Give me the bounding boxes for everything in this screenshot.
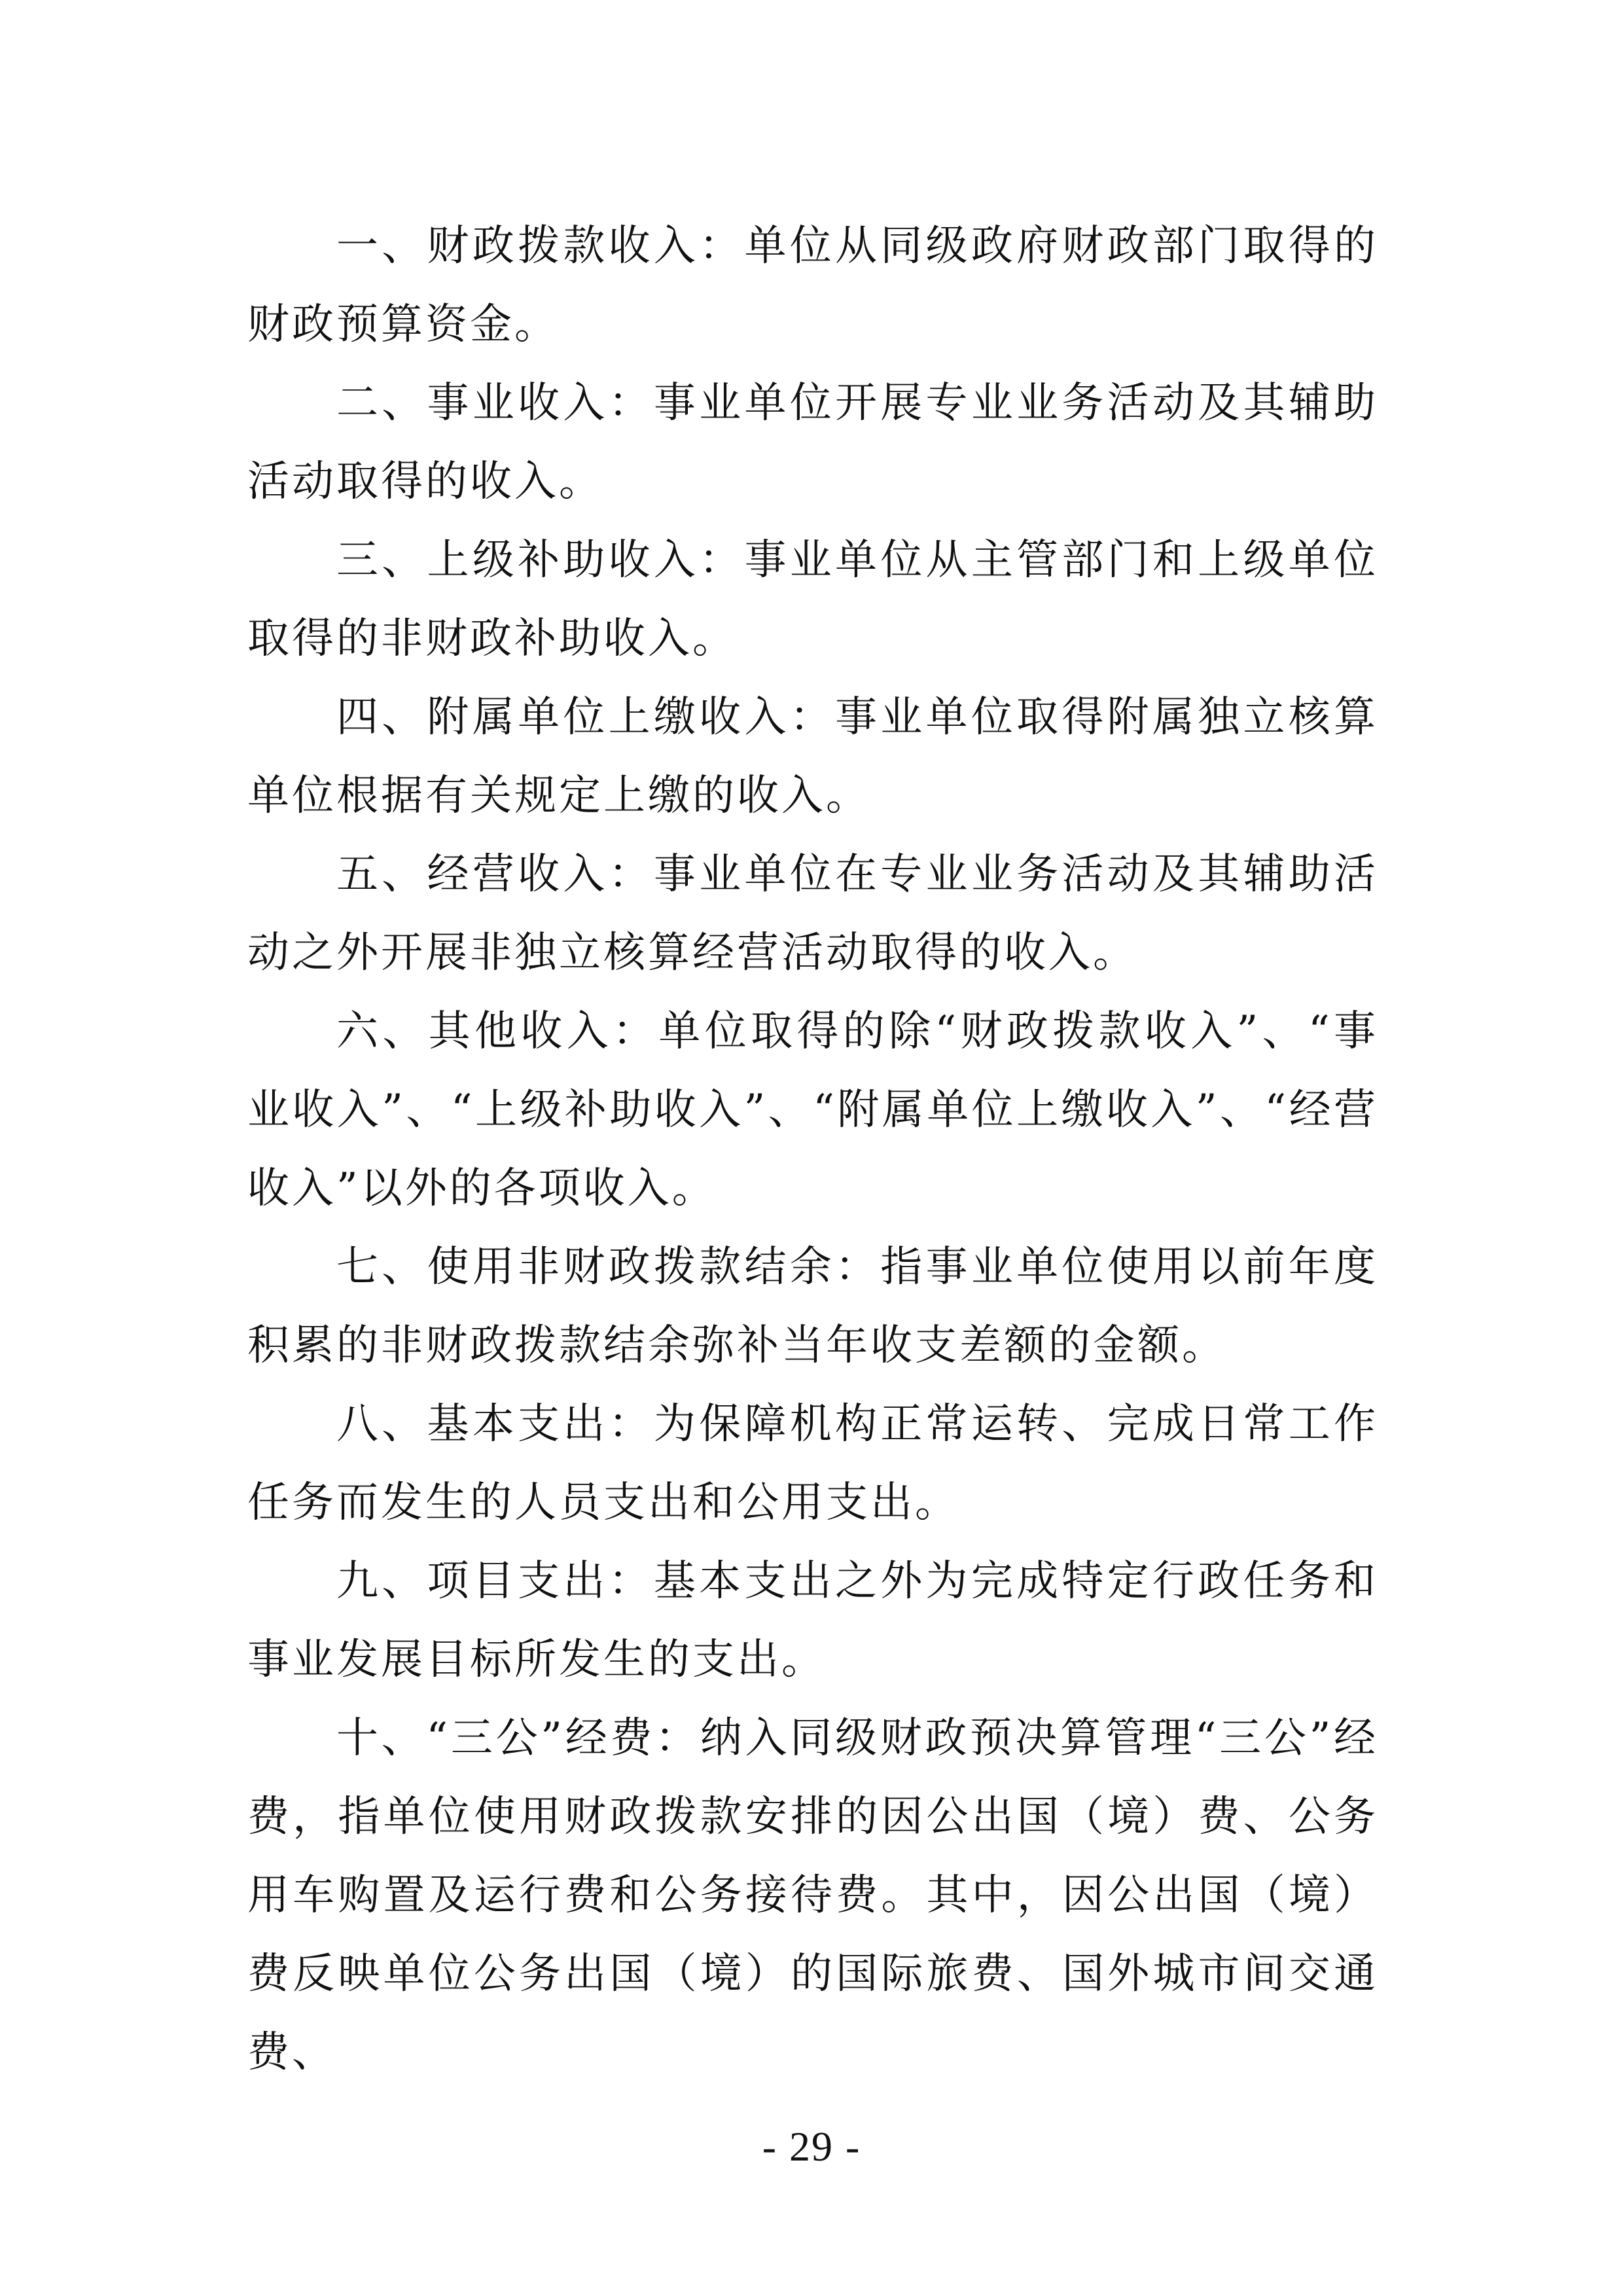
paragraph-other-income: 六、其他收入：单位取得的除“财政拨款收入”、“事业收入”、“上级补助收入”、“附属单位上缴收入”、“经营收入”以外的各项收入。 <box>247 1007 1378 1213</box>
page-number: - 29 - <box>762 2123 861 2170</box>
paragraph-three-public-expenses: 十、“三公”经费：纳入同级财政预决算管理“三公”经费，指单位使用财政拨款安排的因公出国（境）费、公务用车购置及运行费和公务接待费。其中，因公出国（境）费反映单位公务出国（境）的国际旅费、国外城市间交通费、 <box>247 1714 1378 2077</box>
paragraph-business-income: 二、事业收入：事业单位开展专业业务活动及其辅助活动取得的收入。 <box>247 379 1378 506</box>
paragraph-affiliated-unit-income: 四、附属单位上缴收入：事业单位取得附属独立核算单位根据有关规定上缴的收入。 <box>247 693 1378 820</box>
paragraph-non-fiscal-surplus: 七、使用非财政拨款结余：指事业单位使用以前年度积累的非财政拨款结余弥补当年收支差额的金额。 <box>247 1243 1378 1370</box>
paragraph-project-expenditure: 九、项目支出：基本支出之外为完成特定行政任务和事业发展目标所发生的支出。 <box>247 1557 1378 1684</box>
paragraph-basic-expenditure: 八、基本支出：为保障机构正常运转、完成日常工作任务而发生的人员支出和公用支出。 <box>247 1400 1378 1527</box>
paragraph-fiscal-appropriation-income: 一、财政拨款收入：单位从同级政府财政部门取得的财政预算资金。 <box>247 222 1378 349</box>
paragraph-superior-subsidy-income: 三、上级补助收入：事业单位从主管部门和上级单位取得的非财政补助收入。 <box>247 536 1378 663</box>
paragraph-operating-income: 五、经营收入：事业单位在专业业务活动及其辅助活动之外开展非独立核算经营活动取得的收入。 <box>247 850 1378 977</box>
document-body <box>247 207 1378 2092</box>
